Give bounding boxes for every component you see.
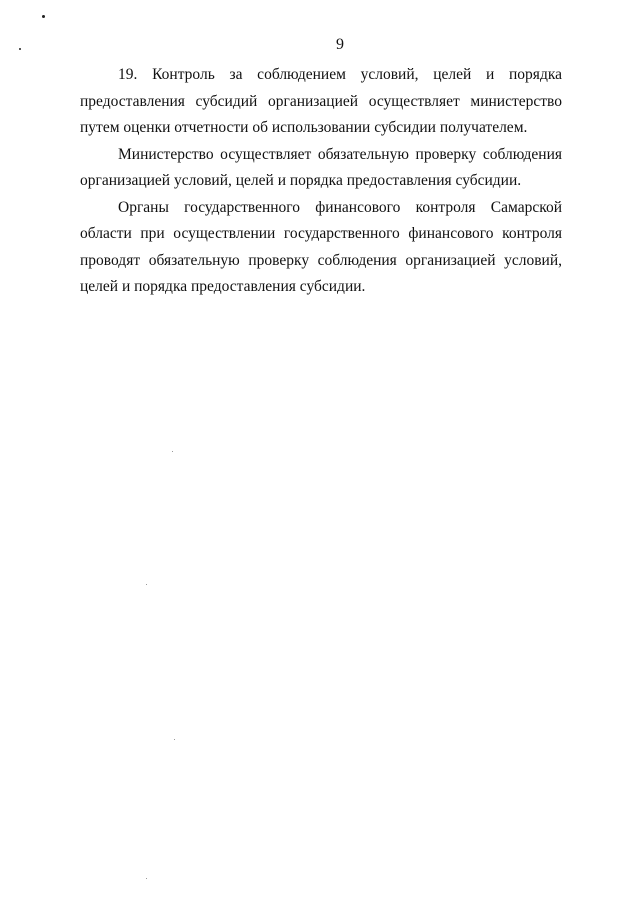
- document-body: [80, 62, 562, 301]
- scan-speck: [174, 739, 175, 740]
- paragraph-financial-control: Органы государственного финансового контроля Самарской области при осуществлении государственного финансового контроля проводят обязательную проверку соблюдения организацией условий, целей и порядка предоставления субсидии.: [80, 198, 562, 295]
- paragraph-control: 19. Контроль за соблюдением условий, целей и порядка предоставления субсидий организацией осуществляет министерство путем оценки отчетности об использовании субсидии получателем.: [80, 66, 562, 136]
- page-number: 9: [336, 36, 344, 53]
- scan-speck: [146, 584, 147, 585]
- scan-speck: [146, 878, 147, 879]
- scan-speck: [172, 451, 173, 452]
- paragraph-ministry-check: Министерство осуществляет обязательную проверку соблюдения организацией условий, целей и порядка предоставления субсидии.: [80, 145, 562, 189]
- scan-mark: [42, 15, 45, 18]
